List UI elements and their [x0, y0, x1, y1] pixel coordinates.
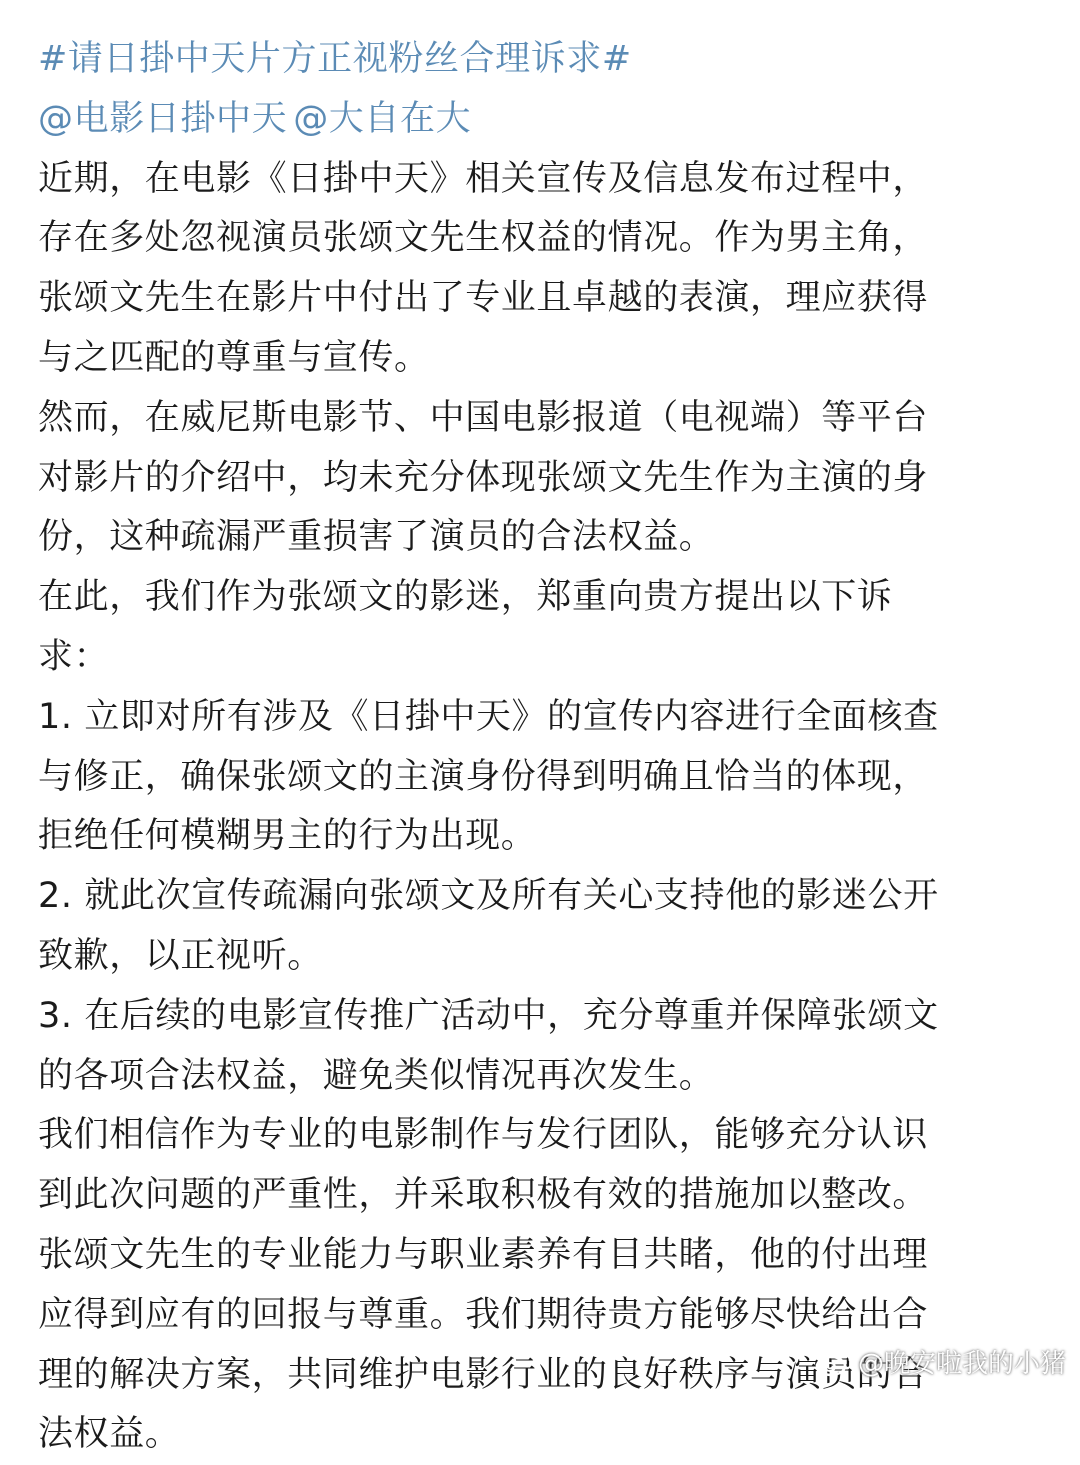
- post-text-line: 与之匹配的尊重与宣传。: [38, 337, 430, 378]
- post-text-line: 求：: [38, 636, 110, 677]
- post-text-line: 份，这种疏漏严重损害了演员的合法权益。: [38, 517, 715, 558]
- post-text-line: 在此，我们作为张颂文的影迷，郑重向贵方提出以下诉: [38, 577, 893, 618]
- post-text-line: 与修正，确保张颂文的主演身份得到明确且恰当的体现，: [38, 756, 929, 797]
- post-text-line: 对影片的介绍中，均未充分体现张颂文先生作为主演的身: [38, 457, 929, 498]
- post-text-line: 的各项合法权益，避免类似情况再次发生。: [38, 1055, 715, 1096]
- mention-link-user[interactable]: @大自在大: [293, 98, 472, 139]
- post-text-line: 我们相信作为专业的电影制作与发行团队，能够充分认识: [38, 1115, 929, 1156]
- mention-link-film[interactable]: @电影日掛中天: [38, 98, 288, 139]
- post-text-line: 存在多处忽视演员张颂文先生权益的情况。作为男主角，: [38, 218, 929, 259]
- post-body: [38, 30, 1048, 1465]
- post-text-line: 拒绝任何模糊男主的行为出现。: [38, 816, 537, 857]
- watermark-text: @晚安啦我的小猪: [857, 1349, 1066, 1379]
- weibo-icon: [814, 1347, 854, 1377]
- mention-line: [38, 90, 1048, 150]
- post-text-line: 然而，在威尼斯电影节、中国电影报道（电视端）等平台: [38, 397, 929, 438]
- hashtag-link[interactable]: #请日掛中天片方正视粉丝合理诉求#: [38, 39, 632, 79]
- post-text-line: 3. 在后续的电影宣传推广活动中，充分尊重并保障张颂文: [38, 995, 939, 1036]
- post-text-line: 1. 立即对所有涉及《日掛中天》的宣传内容进行全面核查: [38, 696, 939, 737]
- post-text: [38, 150, 1048, 1465]
- post-text-line: 张颂文先生的专业能力与职业素养有目共睹，他的付出理: [38, 1234, 929, 1275]
- post-text-line: 2. 就此次宣传疏漏向张颂文及所有关心支持他的影迷公开: [38, 876, 939, 917]
- post-text-line: 到此次问题的严重性，并采取积极有效的措施加以整改。: [38, 1175, 929, 1216]
- watermark: [814, 1343, 1066, 1380]
- post-text-line: 近期，在电影《日掛中天》相关宣传及信息发布过程中，: [38, 158, 929, 199]
- post-text-line: 理的解决方案，共同维护电影行业的良好秩序与演员的合: [38, 1354, 929, 1395]
- hashtag-line: [38, 30, 1048, 90]
- post-text-line: 法权益。: [38, 1414, 181, 1455]
- post-text-line: 张颂文先生在影片中付出了专业且卓越的表演，理应获得: [38, 278, 929, 319]
- post-text-line: 致歉，以正视听。: [38, 935, 323, 976]
- post-text-line: 应得到应有的回报与尊重。我们期待贵方能够尽快给出合: [38, 1294, 929, 1335]
